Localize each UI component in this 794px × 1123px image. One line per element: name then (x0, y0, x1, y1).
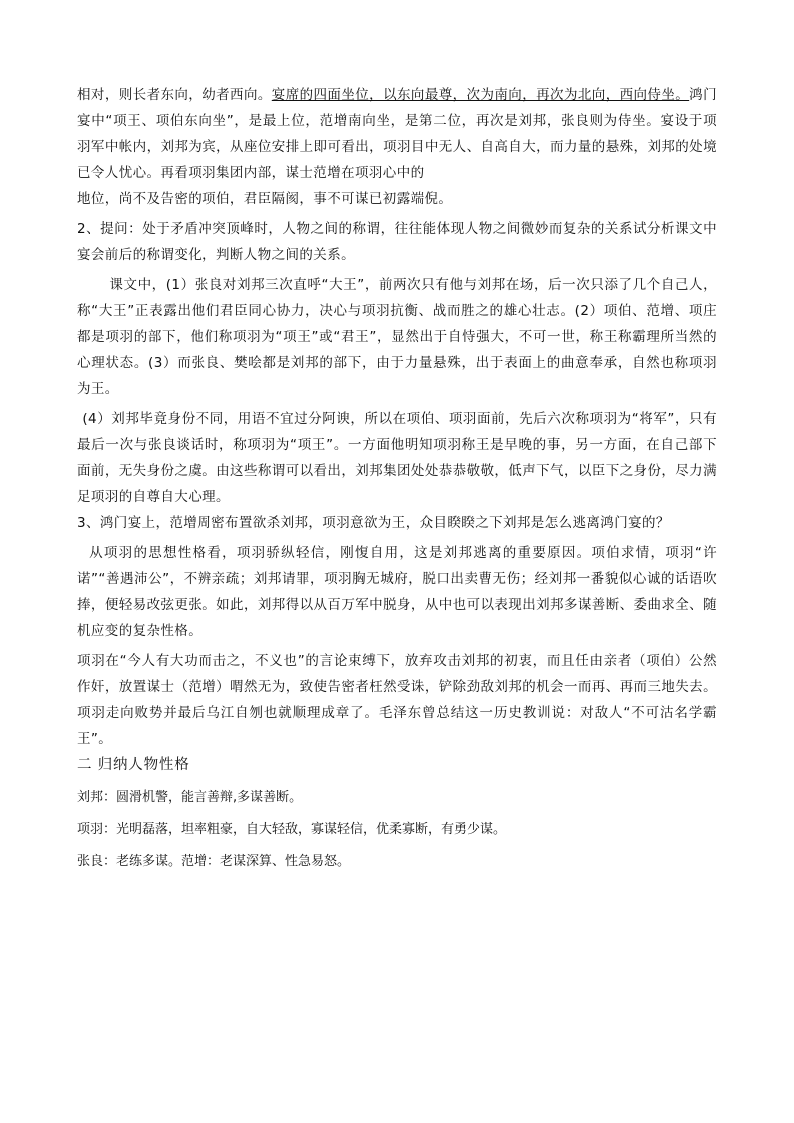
question-2: 2、提问：处于矛盾冲突顶峰时，人物之间的称谓，往往能体现人物之间微妙而复杂的关系试分析课文中宴会前后的称谓变化，判断人物之间的关系。 (77, 221, 717, 263)
answer-3-part1: 从项羽的思想性格看，项羽骄纵轻信，刚愎自用，这是刘邦逃离的重要原因。项伯求情，项羽“许诺”“善遇沛公”，不辨亲疏；刘邦请罪，项羽胸无城府，脱口出卖曹无伤；经刘邦一番貌似心诚的话语吹捧，便轻易改弦更张。如此，刘邦得以从百万军中脱身，从中也可以表现出刘邦多谋善断、委曲求全、随机应变的复杂性格。 (77, 545, 717, 639)
question-3: 3、鸿门宴上，范增周密布置欲杀刘邦，项羽意欲为王，众目睽睽之下刘邦是怎么逃离鸿门宴的？ (77, 515, 670, 531)
summary-zhangliang-fanzeng (77, 852, 717, 872)
section-heading: 二 归纳人物性格 (77, 757, 190, 773)
paragraph-seating (77, 82, 717, 186)
answer-3-part2: 项羽在“今人有大功而击之，不义也”的言论束缚下，放弃攻击刘邦的初衷，而且任由亲者（项伯）公然作奸，放置谋士（范增）喟然无为，致使告密者枉然受诛，铲除劲敌刘邦的机会一而再、再而三地失去。项羽走向败势并最后乌江自刎也就顺理成章了。毛泽东曾总结这一历史教训说：对敌人“不可沽名学霸王”。 (77, 653, 717, 747)
underlined-text: 宴席的四面坐位，以东向最尊，次为南向，再次为北向，西向侍坐。 (271, 87, 690, 103)
answer-2-part2: (4）刘邦毕竟身份不同，用语不宜过分阿谀，所以在项伯、项羽面前，先后六次称项羽为“将军”，只有最后一次与张良谈话时，称项羽为“项王”。一方面他明知项羽称王是早晚的事，另一方面，在自己部下面前，无失身份之虞。由这些称谓可以看出，刘邦集团处处恭恭敬敬，低声下气，以臣下之身份，尽力满足项羽的自尊自大心理。 (77, 411, 717, 505)
summary-label: 刘邦： (77, 790, 117, 805)
summary-xiangyu (77, 820, 717, 840)
text-run: 鸿门宴中“项王、项伯东向坐”，是最上位，范增南向坐，是第二位，再次是刘邦，张良则为侍坐。宴设于项羽军中帐内，刘邦为宾，从座位安排上即可看出，项羽目中无人、自高自大，而力量的悬殊，刘邦的处境已令人忧心。再看项羽集团内部，谋士范增在项羽心中的 (77, 87, 717, 181)
text-run: 相对，则长者东向，幼者西向。 (77, 87, 272, 103)
answer-2-part1: 课文中，(1）张良对刘邦三次直呼“大王”，前两次只有他与刘邦在场，后一次只添了几个自己人，称“大王”正表露出他们君臣同心协力，决心与项羽抗衡、战而胜之的雄心壮志。(2）项伯、范增、项庄都是项羽的部下，他们称项羽为“项王”或“君王”，显然出于自恃强大，不可一世，称王称霸理所当然的心理状态。(3）而张良、樊哙都是刘邦的部下，由于力量悬殊，出于表面上的曲意奉承，自然也称项羽为王。 (77, 277, 717, 397)
summary-text: 老谋深算、性急易怒。 (220, 854, 351, 869)
summary-text: 圆滑机警，能言善辩,多谋善断。 (116, 790, 303, 805)
summary-label: 范增： (181, 854, 221, 869)
summary-label: 项羽： (77, 822, 117, 837)
document-body (77, 82, 717, 884)
summary-text: 老练多谋。 (116, 854, 182, 869)
summary-text: 光明磊落，坦率粗豪，自大轻敌，寡谋轻信，优柔寡断，有勇少谋。 (116, 822, 507, 837)
paragraph-status: 地位，尚不及告密的项伯，君臣隔阂，事不可谋已初露端倪。 (77, 191, 453, 207)
summary-liubang (77, 788, 717, 808)
summary-label: 张良： (77, 854, 117, 869)
character-summary (77, 788, 717, 872)
